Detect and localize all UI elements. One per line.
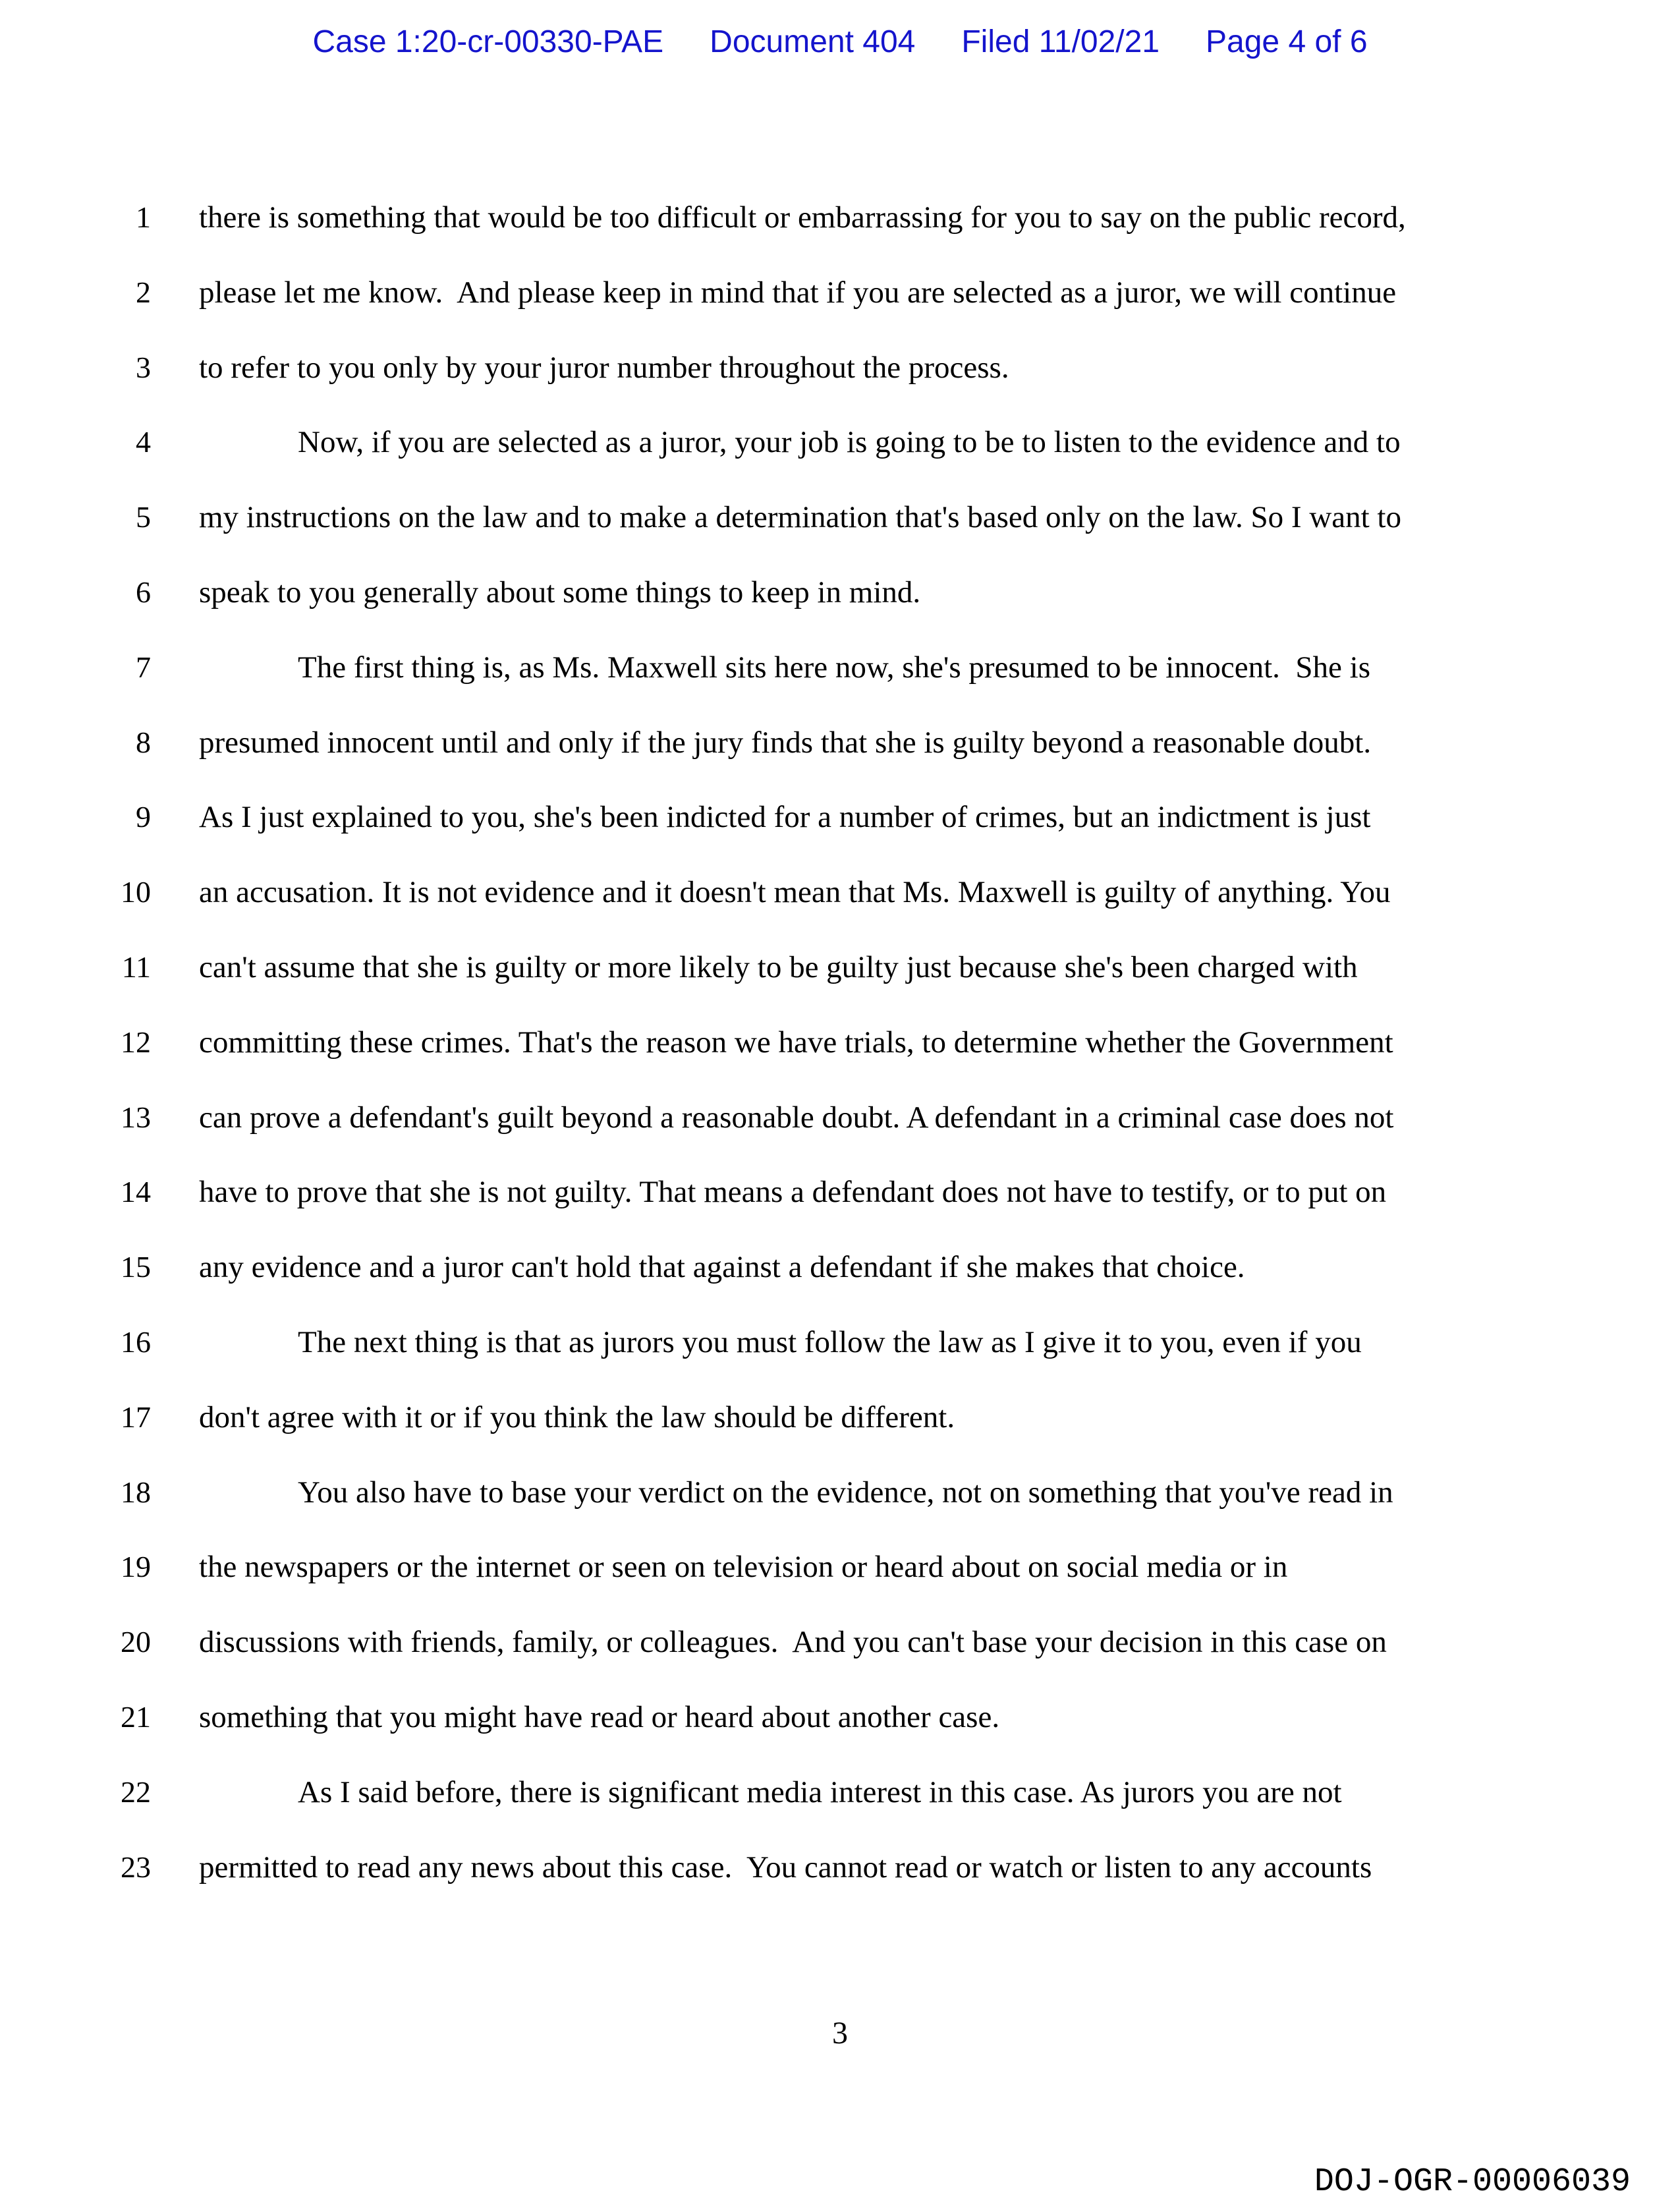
transcript-line bbox=[0, 1305, 1680, 1380]
line-text: have to prove that she is not guilty. That means a defendant does not have to testify, or to put on bbox=[199, 1175, 1387, 1210]
line-number: 15 bbox=[121, 1250, 151, 1284]
line-text: The first thing is, as Ms. Maxwell sits here now, she's presumed to be innocent. She is bbox=[298, 650, 1370, 685]
line-text: can prove a defendant's guilt beyond a reasonable doubt. A defendant in a criminal case does not bbox=[199, 1100, 1394, 1135]
line-number: 14 bbox=[121, 1175, 151, 1209]
transcript bbox=[0, 180, 1680, 1904]
line-number: 18 bbox=[121, 1475, 151, 1509]
transcript-line bbox=[0, 1455, 1680, 1530]
line-text: to refer to you only by your juror number throughout the process. bbox=[199, 350, 1009, 385]
transcript-line bbox=[0, 1230, 1680, 1305]
filed-date: Filed 11/02/21 bbox=[961, 24, 1160, 59]
line-text: don't agree with it or if you think the law should be different. bbox=[199, 1400, 955, 1434]
line-number: 12 bbox=[121, 1025, 151, 1059]
line-number: 22 bbox=[121, 1774, 151, 1809]
line-number: 4 bbox=[136, 425, 151, 459]
transcript-line bbox=[0, 1154, 1680, 1230]
line-text: presumed innocent until and only if the jury finds that she is guilty beyond a reasonable doubt. bbox=[199, 725, 1372, 760]
line-text: As I said before, there is significant media interest in this case. As jurors you are not bbox=[298, 1774, 1342, 1809]
line-number: 7 bbox=[136, 650, 151, 684]
transcript-line bbox=[0, 480, 1680, 555]
line-text: please let me know. And please keep in mind that if you are selected as a juror, we will continue bbox=[199, 275, 1397, 310]
line-text: Now, if you are selected as a juror, your job is going to be to listen to the evidence and to bbox=[298, 425, 1401, 460]
transcript-line bbox=[0, 1680, 1680, 1755]
line-text: The next thing is that as jurors you must follow the law as I give it to you, even if you bbox=[298, 1324, 1362, 1359]
transcript-line bbox=[0, 855, 1680, 930]
line-number: 17 bbox=[121, 1400, 151, 1434]
transcript-line bbox=[0, 1380, 1680, 1455]
line-number: 11 bbox=[121, 950, 151, 984]
transcript-line bbox=[0, 555, 1680, 630]
transcript-line bbox=[0, 1529, 1680, 1604]
line-number: 16 bbox=[121, 1324, 151, 1359]
line-text: can't assume that she is guilty or more likely to be guilty just because she's been charged with bbox=[199, 950, 1358, 984]
transcript-line bbox=[0, 1005, 1680, 1080]
line-text: You also have to base your verdict on the evidence, not on something that you've read in bbox=[298, 1475, 1393, 1510]
transcript-line bbox=[0, 1080, 1680, 1155]
transcript-line bbox=[0, 630, 1680, 705]
transcript-line bbox=[0, 705, 1680, 780]
transcript-line bbox=[0, 180, 1680, 255]
line-text: committing these crimes. That's the reason we have trials, to determine whether the Government bbox=[199, 1025, 1393, 1060]
transcript-line bbox=[0, 780, 1680, 855]
line-text: something that you might have read or heard about another case. bbox=[199, 1699, 1000, 1734]
line-text: the newspapers or the internet or seen on television or heard about on social media or in bbox=[199, 1550, 1288, 1585]
line-text: there is something that would be too difficult or embarrassing for you to say on the public record, bbox=[199, 200, 1406, 235]
line-text: As I just explained to you, she's been indicted for a number of crimes, but an indictment is just bbox=[199, 800, 1371, 835]
line-text: any evidence and a juror can't hold that against a defendant if she makes that choice. bbox=[199, 1250, 1245, 1285]
transcript-line bbox=[0, 255, 1680, 330]
line-number: 13 bbox=[121, 1100, 151, 1134]
line-number: 5 bbox=[136, 500, 151, 534]
line-text: my instructions on the law and to make a determination that's based only on the law. So I want to bbox=[199, 500, 1401, 535]
transcript-line bbox=[0, 405, 1680, 480]
page-number: 3 bbox=[832, 2016, 848, 2051]
bates-number: DOJ-OGR-00006039 bbox=[1314, 2163, 1631, 2201]
line-text: permitted to read any news about this case. You cannot read or watch or listen to any accounts bbox=[199, 1850, 1372, 1885]
line-number: 23 bbox=[121, 1850, 151, 1884]
line-number: 3 bbox=[136, 350, 151, 384]
line-number: 9 bbox=[136, 800, 151, 834]
line-number: 19 bbox=[121, 1550, 151, 1584]
line-text: discussions with friends, family, or colleagues. And you can't base your decision in this case on bbox=[199, 1625, 1387, 1660]
line-number: 6 bbox=[136, 575, 151, 609]
line-number: 21 bbox=[121, 1699, 151, 1734]
line-text: speak to you generally about some things to keep in mind. bbox=[199, 575, 921, 610]
line-number: 8 bbox=[136, 725, 151, 759]
line-text: an accusation. It is not evidence and it doesn't mean that Ms. Maxwell is guilty of anything. You bbox=[199, 875, 1391, 910]
page-count: Page 4 of 6 bbox=[1206, 24, 1368, 59]
transcript-line bbox=[0, 930, 1680, 1005]
transcript-line bbox=[0, 1755, 1680, 1830]
document-number: Document 404 bbox=[710, 24, 916, 59]
transcript-line bbox=[0, 1830, 1680, 1905]
ecf-stamp-header bbox=[0, 25, 1680, 60]
line-number: 2 bbox=[136, 275, 151, 309]
line-number: 10 bbox=[121, 875, 151, 909]
case-number: Case 1:20-cr-00330-PAE bbox=[312, 24, 664, 59]
transcript-line bbox=[0, 330, 1680, 405]
transcript-line bbox=[0, 1604, 1680, 1680]
line-number: 20 bbox=[121, 1625, 151, 1659]
line-number: 1 bbox=[136, 200, 151, 234]
